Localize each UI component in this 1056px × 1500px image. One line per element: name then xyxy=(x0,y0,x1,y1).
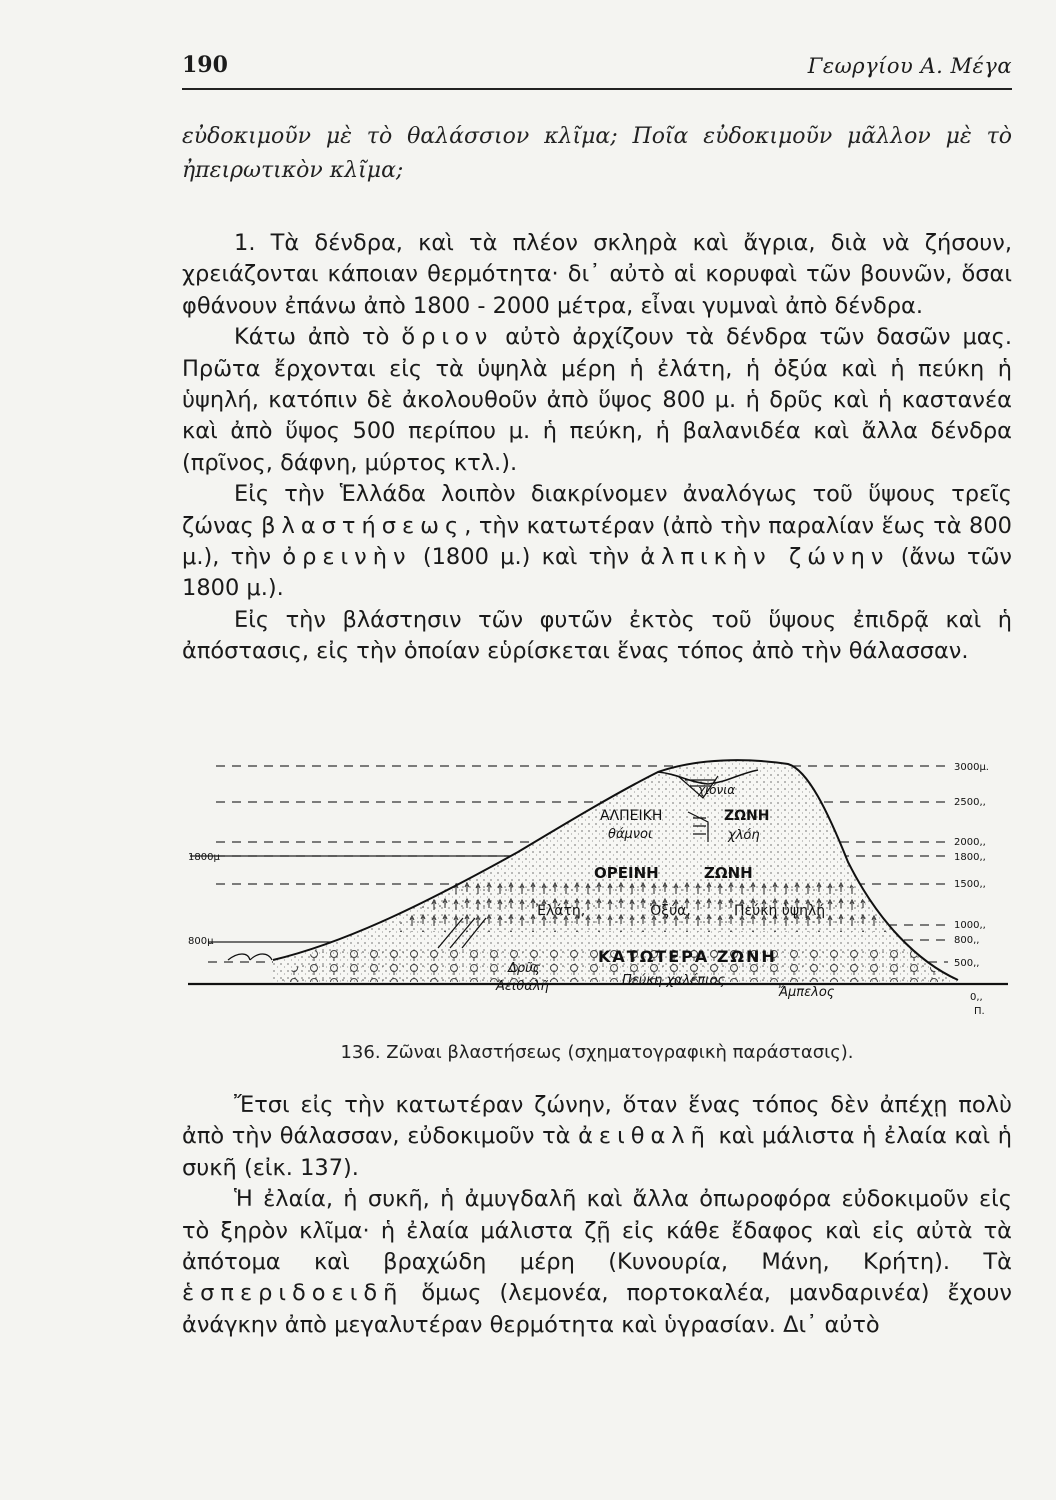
altitude-1800: 1800,, xyxy=(954,852,986,863)
text-run: (1800 μ.) καὶ τὴν xyxy=(411,544,641,571)
altitude-500: 500,, xyxy=(954,958,980,969)
text-run: αὐτὸ ἀρχίζουν τὰ δένδρα τῶν δασῶν μας. Πρῶτα ἔρχονται εἰς τὰ ὑψηλὰ μέρη ἡ ἐλάτη, ἡ ὀξύα καὶ ἡ πεύκη ἡ ὑψηλή, κατόπιν δὲ ἀκολουθοῦν ἀπὸ ὕψος 800 μ. ἡ δρῦς καὶ ἡ καστανέα καὶ ἀπὸ ὕψος 500 περίπου μ. ἡ πεύκη, ἡ βαλανιδέα καὶ ἄλλα δένδρα (πρῖνος, δάφνη, μύρτος κτλ.). xyxy=(182,324,1012,476)
spaced-term: βλαστήσεως xyxy=(261,512,465,539)
label-chalepios-pine: Πεύκη χαλέπιος xyxy=(622,973,726,988)
altitude-1000: 1000,, xyxy=(954,920,986,931)
label-mountain-zone-1: ΟΡΕΙΝΗ xyxy=(594,864,659,882)
text-run: (ἄνω τῶν 1800 μ.). xyxy=(182,544,1012,602)
spaced-term: ἑσπεριδοειδῆ xyxy=(182,1280,404,1307)
altitude-3000: 3000μ. xyxy=(954,762,989,773)
section-evergreens xyxy=(182,1090,1012,1341)
altitude-2500: 2500,, xyxy=(954,797,986,808)
altitude-2000: 2000,, xyxy=(954,837,986,848)
spaced-term: ἀειθαλῆ xyxy=(578,1123,711,1150)
left-altitude-800: 800μ xyxy=(188,936,214,947)
altitude-1500: 1500,, xyxy=(954,879,986,890)
spaced-term: ἀλπικὴν ζώνην xyxy=(640,544,890,571)
label-lower-zone: ΚΑΤΩΤΕΡΑ ΖΩΝΗ xyxy=(598,947,777,966)
label-snow: χιόνια xyxy=(698,783,736,797)
text-run: , τὴν κατωτέραν (ἀπὸ τὴν παραλίαν ἕως τὰ 800 μ.), τὴν xyxy=(182,512,1012,571)
text-run: ὅμως (λεμονέα, πορτοκαλέα, μανδαρινέα) ἔχουν ἀνάγκην ἀπὸ μεγαλυτέραν θερμότητα καὶ ὑγρασίαν. Δι᾽ αὐτὸ xyxy=(182,1280,1012,1338)
shore-symbols xyxy=(228,954,272,960)
text-run: Ἡ ἐλαία, ἡ συκῆ, ἡ ἀμυγδαλῆ καὶ ἄλλα ὀπωροφόρα εὐδοκιμοῦν εἰς τὸ ξηρὸν κλῖμα· ἡ ἐλαία μάλιστα ζῇ εἰς κάθε ἔδαφος καὶ εἰς αὐτὰ τὰ ἀπότομα καὶ βραχώδη μέρη (Κυνουρία, Μάνη, Κρήτη). Τὰ xyxy=(182,1186,1012,1276)
label-beech: Ὀξύα, xyxy=(650,903,691,919)
running-title: Γεωργίου Α. Μέγα xyxy=(807,54,1012,78)
text-run: Εἰς τὴν Ἑλλάδα λοιπὸν διακρίνομεν ἀναλόγως τοῦ ὕψους τρεῖς ζώνας xyxy=(182,481,1012,539)
left-altitude-1800: 1800μ xyxy=(188,852,220,863)
text-run: καὶ μάλιστα ἡ ἐλαία καὶ ἡ συκῆ (εἰκ. 137). xyxy=(182,1123,1013,1181)
label-evergreen: Ἀειθαλῆ xyxy=(496,979,549,994)
label-bushes: θάμνοι xyxy=(608,827,653,842)
paragraph xyxy=(182,1184,1012,1341)
spaced-term: ὅριον xyxy=(401,324,494,351)
page-header xyxy=(182,52,1012,90)
paragraph xyxy=(182,1090,1012,1184)
section-vegetation-zones xyxy=(182,228,1012,668)
text-run: Ἔτσι εἰς τὴν κατωτέραν ζώνην, ὅταν ἕνας τόπος δὲν ἀπέχῃ πολὺ ἀπὸ τὴν θάλασσαν, εὐδοκιμοῦν τὰ xyxy=(182,1092,1012,1150)
label-alpine-zone-1: ΑΛΠΕΙΚΗ xyxy=(600,808,663,824)
paragraph xyxy=(182,479,1012,605)
paragraph: 1. Τὰ δένδρα, καὶ τὰ πλέον σκληρὰ καὶ ἄγρια, διὰ νὰ ζήσουν, χρειάζονται κάποιαν θερμότητα· δι᾽ αὐτὸ αἱ κορυφαὶ τῶν βουνῶν, ὅσαι φθάνουν ἐπάνω ἀπὸ 1800 - 2000 μέτρα, εἶναι γυμναὶ ἀπὸ δένδρα. xyxy=(182,230,1012,319)
label-alpine-zone-2: ΖΩΝΗ xyxy=(724,808,770,824)
altitude-800: 800,, xyxy=(954,935,980,946)
label-high-pine: Πεύκη ὑψηλή xyxy=(734,903,826,919)
text-run: Κάτω ἀπὸ τὸ xyxy=(234,324,402,351)
figure-caption: 136. Ζῶναι βλαστήσεως (σχηματογραφικὴ παράστασις). xyxy=(340,1042,854,1063)
paragraph: Εἰς τὴν βλάστησιν τῶν φυτῶν ἐκτὸς τοῦ ὕψους ἐπιδρᾷ καὶ ἡ ἀπόστασις, εἰς τὴν ὁποίαν εὑρίσκεται ἕνας τόπος ἀπὸ τὴν θάλασσαν. xyxy=(182,606,1012,665)
review-questions: εὐδοκιμοῦν μὲ τὸ θαλάσσιον κλῖμα; Ποῖα εὐδοκιμοῦν μᾶλλον μὲ τὸ ἠπειρωτικὸν κλῖμα; xyxy=(182,124,1012,183)
label-oak: Δρῦς xyxy=(508,961,541,976)
paragraph xyxy=(182,322,1012,479)
label-vine: Ἄμπελος xyxy=(778,985,835,1000)
mountain-diagram xyxy=(188,752,1018,1032)
label-grass: χλόη xyxy=(728,828,760,843)
page-number: 190 xyxy=(182,52,228,78)
spaced-term: ὀρεινὴν xyxy=(282,544,412,571)
vegetation-zones-figure xyxy=(188,752,1018,1032)
label-mountain-zone-2: ΖΩΝΗ xyxy=(704,864,753,882)
altitude-0: 0,, xyxy=(970,992,983,1003)
label-fir: Ἐλάτη, xyxy=(536,903,586,919)
sea-mark: Π. xyxy=(974,1006,985,1017)
